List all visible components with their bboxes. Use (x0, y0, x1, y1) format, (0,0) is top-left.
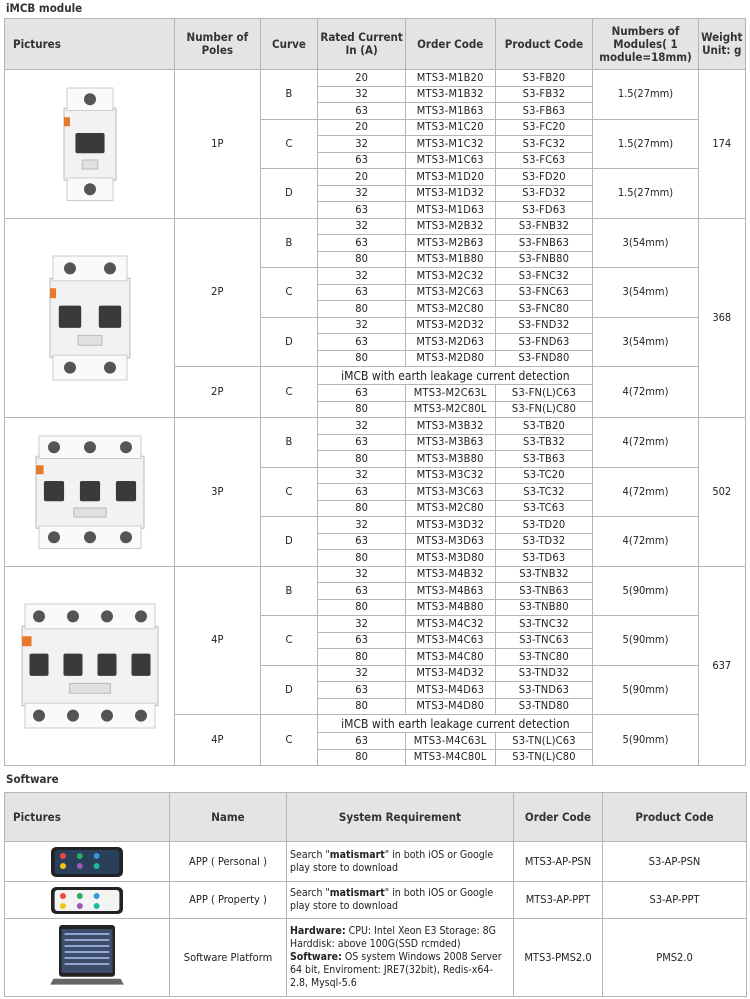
product-code-cell: S3-FNC32 (495, 268, 593, 285)
product-code-cell: S3-FD63 (495, 202, 593, 219)
rated-current-cell: 63 (318, 583, 406, 600)
rated-current-cell: 63 (318, 202, 406, 219)
requirement-text: Search " (290, 848, 330, 861)
curve-cell: D (260, 169, 318, 219)
order-code-cell: MTS3-M3D32 (405, 517, 495, 534)
section-title-software: Software (6, 772, 59, 786)
rated-current-cell: 80 (318, 251, 406, 268)
requirement-text: " in both iOS or Google play store to download (290, 887, 494, 912)
product-code-cell: S3-TD32 (495, 533, 593, 550)
earth-leakage-note: iMCB with earth leakage current detection (318, 367, 593, 385)
requirement-text: " in both iOS or Google play store to download (290, 848, 494, 874)
order-code-cell: MTS3-M1B63 (405, 103, 495, 120)
curve-cell: B (260, 566, 318, 616)
sw-header-order: Order Code (514, 793, 603, 842)
sw-header-product: Product Code (603, 793, 747, 842)
curve-cell: C (260, 616, 318, 666)
curve-cell: C (260, 467, 318, 517)
rated-current-cell: 63 (318, 733, 406, 750)
product-code-cell: S3-FNC63 (495, 284, 593, 301)
rated-current-cell: 20 (318, 70, 406, 87)
rated-current-cell: 32 (318, 665, 406, 682)
order-code-cell: MTS3-M1C32 (405, 136, 495, 153)
product-code-cell: S3-TND32 (495, 665, 593, 682)
rated-current-cell: 80 (318, 550, 406, 567)
order-code-cell: MTS3-M2C80 (405, 500, 495, 517)
product-code-cell: S3-TC20 (495, 467, 593, 484)
order-code-cell: MTS3-M2C63L (405, 385, 495, 402)
product-code-cell: S3-FNC80 (495, 301, 593, 318)
requirement-keyword: matismart (329, 848, 385, 861)
weight-cell: 502 (698, 418, 745, 567)
curve-cell: C (260, 119, 318, 169)
order-code-cell: MTS3-M2D63 (405, 334, 495, 351)
order-code-cell: MTS3-M4C63L (405, 733, 495, 750)
rated-current-cell: 63 (318, 533, 406, 550)
product-code-cell: S3-FC63 (495, 152, 593, 169)
product-code-cell: S3-TB20 (495, 418, 593, 435)
header-poles: Number of Poles (175, 19, 261, 70)
rated-current-cell: 63 (318, 434, 406, 451)
software-table (4, 792, 747, 997)
rated-current-cell: 63 (318, 235, 406, 252)
rated-current-cell: 32 (318, 86, 406, 103)
earth-leakage-note: iMCB with earth leakage current detection (318, 715, 593, 733)
modules-cell: 1.5(27mm) (593, 119, 698, 169)
product-code-cell: S3-FND63 (495, 334, 593, 351)
system-requirement-cell (287, 842, 514, 882)
product-code-cell: S3-TNC80 (495, 649, 593, 666)
sw-product-code-cell: PMS2.0 (603, 919, 747, 997)
rated-current-cell: 80 (318, 749, 406, 766)
curve-cell: D (260, 317, 318, 367)
sw-header-pictures: Pictures (5, 793, 170, 842)
order-code-cell: MTS3-M2C80 (405, 301, 495, 318)
product-code-cell: S3-TD63 (495, 550, 593, 567)
rated-current-cell: 63 (318, 632, 406, 649)
order-code-cell: MTS3-M4D32 (405, 665, 495, 682)
curve-cell: C (260, 367, 318, 418)
sw-product-code-cell: S3-AP-PPT (603, 882, 747, 919)
header-weight: Weight Unit: g (698, 19, 745, 70)
rated-current-cell: 80 (318, 451, 406, 468)
order-code-cell: MTS3-M4B32 (405, 566, 495, 583)
software-name-cell: APP ( Property ) (170, 882, 287, 919)
product-code-cell: S3-FNB32 (495, 218, 593, 235)
table-row (5, 70, 746, 87)
header-curve: Curve (260, 19, 318, 70)
modules-cell: 3(54mm) (593, 268, 698, 318)
order-code-cell: MTS3-M2D32 (405, 317, 495, 334)
poles-cell: 1P (175, 70, 261, 219)
sw-order-code-cell: MTS3-PMS2.0 (514, 919, 603, 997)
table-row (5, 566, 746, 583)
product-code-cell: S3-FN(L)C80 (495, 401, 593, 418)
header-pictures: Pictures (5, 19, 175, 70)
product-code-cell: S3-FD20 (495, 169, 593, 186)
rated-current-cell: 32 (318, 268, 406, 285)
product-code-cell: S3-FB63 (495, 103, 593, 120)
rated-current-cell: 80 (318, 698, 406, 715)
order-code-cell: MTS3-M4C32 (405, 616, 495, 633)
software-name-cell: Software Platform (170, 919, 287, 997)
order-code-cell: MTS3-M1C63 (405, 152, 495, 169)
product-code-cell: S3-FC32 (495, 136, 593, 153)
rated-current-cell: 32 (318, 136, 406, 153)
order-code-cell: MTS3-M3D80 (405, 550, 495, 567)
sw-header-name: Name (170, 793, 287, 842)
table-row (5, 418, 746, 435)
header-rated-current: Rated Current In (A) (318, 19, 406, 70)
order-code-cell: MTS3-M1B20 (405, 70, 495, 87)
sw-product-code-cell: S3-AP-PSN (603, 842, 747, 882)
rated-current-cell: 80 (318, 649, 406, 666)
product-code-cell: S3-TB32 (495, 434, 593, 451)
order-code-cell: MTS3-M1D20 (405, 169, 495, 186)
order-code-cell: MTS3-M4D63 (405, 682, 495, 699)
curve-cell: B (260, 418, 318, 468)
product-code-cell: S3-FC20 (495, 119, 593, 136)
product-code-cell: S3-TD20 (495, 517, 593, 534)
system-requirement-cell (287, 882, 514, 919)
rated-current-cell: 32 (318, 467, 406, 484)
sw-order-code-cell: MTS3-AP-PSN (514, 842, 603, 882)
rated-current-cell: 63 (318, 152, 406, 169)
rated-current-cell: 63 (318, 284, 406, 301)
table-row (5, 919, 747, 997)
table-row (5, 218, 746, 235)
curve-cell: C (260, 715, 318, 766)
sw-header-system: System Requirement (287, 793, 514, 842)
requirement-keyword: Software: (290, 951, 342, 963)
software-name-cell: APP ( Personal ) (170, 842, 287, 882)
rated-current-cell: 20 (318, 119, 406, 136)
order-code-cell: MTS3-M2C63 (405, 284, 495, 301)
product-code-cell: S3-TNC63 (495, 632, 593, 649)
product-code-cell: S3-TNB63 (495, 583, 593, 600)
modules-cell: 5(90mm) (593, 665, 698, 715)
rated-current-cell: 63 (318, 484, 406, 501)
weight-cell: 637 (698, 566, 745, 766)
product-code-cell: S3-FD32 (495, 185, 593, 202)
product-code-cell: S3-TND63 (495, 682, 593, 699)
product-code-cell: S3-TN(L)C63 (495, 733, 593, 750)
requirement-text: CPU: Intel Xeon E3 Storage: 8G Harddisk: above 100G(SSD rcmded) (290, 925, 496, 950)
order-code-cell: MTS3-M4B63 (405, 583, 495, 600)
modules-cell: 1.5(27mm) (593, 169, 698, 219)
weight-cell: 174 (698, 70, 745, 219)
modules-cell: 4(72mm) (593, 418, 698, 468)
poles-cell: 4P (175, 715, 261, 766)
rated-current-cell: 32 (318, 566, 406, 583)
curve-cell: D (260, 517, 318, 567)
product-code-cell: S3-FNB80 (495, 251, 593, 268)
product-code-cell: S3-FB20 (495, 70, 593, 87)
order-code-cell: MTS3-M1B80 (405, 251, 495, 268)
order-code-cell: MTS3-M3C63 (405, 484, 495, 501)
poles-cell: 4P (175, 566, 261, 715)
rated-current-cell: 32 (318, 517, 406, 534)
curve-cell: B (260, 70, 318, 120)
modules-cell: 4(72mm) (593, 367, 698, 418)
order-code-cell: MTS3-M1B32 (405, 86, 495, 103)
order-code-cell: MTS3-M1D63 (405, 202, 495, 219)
product-code-cell: S3-FNB63 (495, 235, 593, 252)
rated-current-cell: 80 (318, 350, 406, 367)
header-modules: Numbers of Modules( 1 module=18mm) (593, 19, 698, 70)
product-code-cell: S3-FN(L)C63 (495, 385, 593, 402)
rated-current-cell: 80 (318, 301, 406, 318)
modules-cell: 5(90mm) (593, 566, 698, 616)
rated-current-cell: 63 (318, 682, 406, 699)
product-code-cell: S3-TN(L)C80 (495, 749, 593, 766)
curve-cell: B (260, 218, 318, 268)
order-code-cell: MTS3-M1C20 (405, 119, 495, 136)
order-code-cell: MTS3-M4C63 (405, 632, 495, 649)
requirement-keyword: Hardware: (290, 925, 346, 937)
modules-cell: 4(72mm) (593, 467, 698, 517)
order-code-cell: MTS3-M2B63 (405, 235, 495, 252)
modules-cell: 5(90mm) (593, 715, 698, 766)
modules-cell: 4(72mm) (593, 517, 698, 567)
rated-current-cell: 80 (318, 401, 406, 418)
order-code-cell: MTS3-M3B80 (405, 451, 495, 468)
product-code-cell: S3-TC63 (495, 500, 593, 517)
product-code-cell: S3-TNC32 (495, 616, 593, 633)
phone-image (5, 882, 170, 919)
rated-current-cell: 32 (318, 616, 406, 633)
product-code-cell: S3-TC32 (495, 484, 593, 501)
order-code-cell: MTS3-M4B80 (405, 599, 495, 616)
system-requirement-cell (287, 919, 514, 997)
phone-image (5, 842, 170, 882)
modules-cell: 1.5(27mm) (593, 70, 698, 120)
order-code-cell: MTS3-M3D63 (405, 533, 495, 550)
header-order-code: Order Code (405, 19, 495, 70)
weight-cell: 368 (698, 218, 745, 418)
rated-current-cell: 80 (318, 599, 406, 616)
product-code-cell: S3-TNB32 (495, 566, 593, 583)
rated-current-cell: 80 (318, 500, 406, 517)
product-code-cell: S3-TNB80 (495, 599, 593, 616)
poles-cell: 2P (175, 367, 261, 418)
product-code-cell: S3-FND32 (495, 317, 593, 334)
imcb-table (4, 18, 746, 766)
laptop-image (5, 919, 170, 997)
order-code-cell: MTS3-M3C32 (405, 467, 495, 484)
product-code-cell: S3-TB63 (495, 451, 593, 468)
breaker-image-1p (5, 70, 175, 219)
breaker-image-3p (5, 418, 175, 567)
product-code-cell: S3-FB32 (495, 86, 593, 103)
order-code-cell: MTS3-M4D80 (405, 698, 495, 715)
rated-current-cell: 32 (318, 418, 406, 435)
curve-cell: C (260, 268, 318, 318)
sw-order-code-cell: MTS3-AP-PPT (514, 882, 603, 919)
product-code-cell: S3-FND80 (495, 350, 593, 367)
order-code-cell: MTS3-M4C80L (405, 749, 495, 766)
rated-current-cell: 63 (318, 103, 406, 120)
modules-cell: 3(54mm) (593, 218, 698, 268)
order-code-cell: MTS3-M1D32 (405, 185, 495, 202)
order-code-cell: MTS3-M2B32 (405, 218, 495, 235)
product-code-cell: S3-TND80 (495, 698, 593, 715)
order-code-cell: MTS3-M2C80L (405, 401, 495, 418)
requirement-text: OS system Windows 2008 Server 64 bit, Enviroment: JRE7(32bit), Redis-x64-2.8, Mysql-5.6 (290, 951, 502, 989)
requirement-text: Search " (290, 887, 330, 899)
breaker-image-4p (5, 566, 175, 766)
table-row (5, 882, 747, 919)
rated-current-cell: 32 (318, 218, 406, 235)
order-code-cell: MTS3-M2D80 (405, 350, 495, 367)
section-title-imcb: iMCB module (6, 1, 83, 15)
modules-cell: 5(90mm) (593, 616, 698, 666)
breaker-image-2p (5, 218, 175, 418)
rated-current-cell: 32 (318, 317, 406, 334)
requirement-keyword: matismart (329, 887, 385, 899)
table-row (5, 842, 747, 882)
rated-current-cell: 20 (318, 169, 406, 186)
poles-cell: 3P (175, 418, 261, 567)
order-code-cell: MTS3-M3B63 (405, 434, 495, 451)
order-code-cell: MTS3-M2C32 (405, 268, 495, 285)
poles-cell: 2P (175, 218, 261, 367)
header-product-code: Product Code (495, 19, 593, 70)
rated-current-cell: 63 (318, 334, 406, 351)
order-code-cell: MTS3-M3B32 (405, 418, 495, 435)
rated-current-cell: 63 (318, 385, 406, 402)
modules-cell: 3(54mm) (593, 317, 698, 367)
curve-cell: D (260, 665, 318, 715)
rated-current-cell: 32 (318, 185, 406, 202)
order-code-cell: MTS3-M4C80 (405, 649, 495, 666)
